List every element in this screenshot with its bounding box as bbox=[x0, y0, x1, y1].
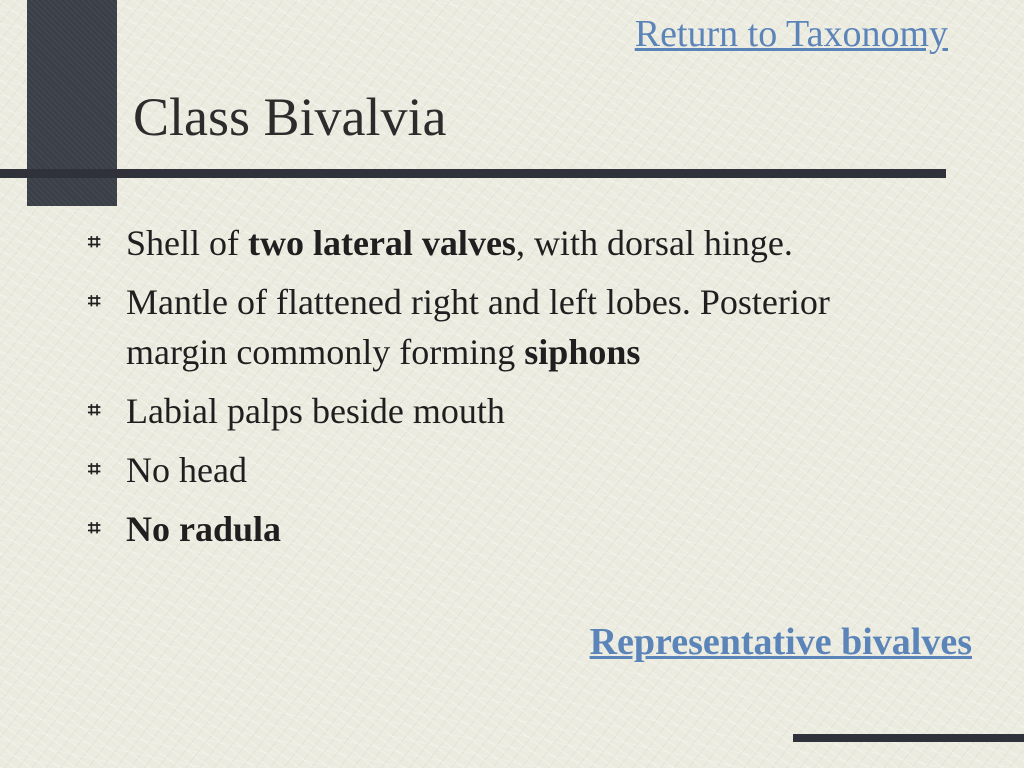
return-to-taxonomy-link[interactable]: Return to Taxonomy bbox=[634, 13, 948, 55]
bullet-glyph-icon: ⌗ bbox=[88, 516, 101, 541]
bullet-text-bold: two lateral valves bbox=[248, 223, 516, 263]
footer-divider bbox=[793, 734, 1024, 742]
bullet-glyph-icon: ⌗ bbox=[88, 289, 101, 314]
bullet-text: Shell of bbox=[126, 223, 248, 263]
bullet-glyph-icon: ⌗ bbox=[88, 398, 101, 423]
slide-title: Class Bivalvia bbox=[133, 87, 447, 147]
title-divider bbox=[0, 169, 946, 178]
bullet-item bbox=[88, 218, 858, 268]
bullet-item bbox=[88, 277, 858, 377]
bullet-glyph-icon: ⌗ bbox=[88, 457, 101, 482]
bullet-glyph-icon: ⌗ bbox=[88, 230, 101, 255]
bullet-item bbox=[88, 386, 858, 436]
bullet-text-bold: No radula bbox=[126, 509, 282, 549]
bullet-item bbox=[88, 504, 858, 554]
bullet-text-bold: siphons bbox=[524, 332, 641, 372]
bullet-text: , with dorsal hinge. bbox=[515, 223, 793, 263]
representative-bivalves-link[interactable]: Representative bivalves bbox=[589, 621, 972, 663]
bullet-item bbox=[88, 445, 858, 495]
bullet-text: Mantle of flattened right and left lobes. Posterior margin commonly forming bbox=[126, 282, 830, 372]
bullet-text: No head bbox=[126, 450, 247, 490]
bullet-text: Labial palps beside mouth bbox=[126, 391, 505, 431]
bullet-list bbox=[88, 218, 858, 563]
